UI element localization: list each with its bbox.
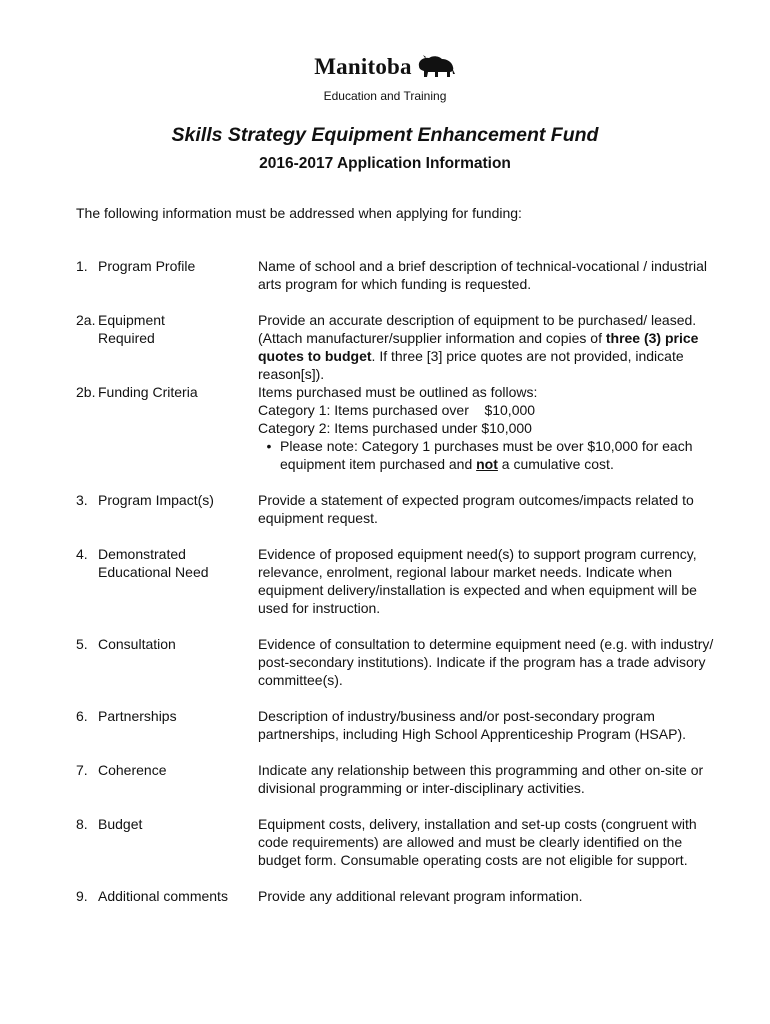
list-item-program-profile xyxy=(76,257,716,293)
item-number: 4. xyxy=(76,546,88,562)
item-number: 2a. xyxy=(76,312,96,328)
list-item-partnerships xyxy=(76,707,716,743)
bison-icon xyxy=(416,54,456,80)
intro-text: The following information must be addressed when applying for funding: xyxy=(76,205,522,221)
emphasis-not: not xyxy=(476,456,498,472)
emphasis-price-quotes: three (3) price quotes to budget xyxy=(258,330,699,364)
list-item-equipment-required xyxy=(76,311,716,383)
item-label: Budget xyxy=(98,816,143,832)
requirements-list xyxy=(76,257,716,905)
item-label: Coherence xyxy=(98,762,167,778)
item-description: Indicate any relationship between this programming and other on-site or divisional programming or inter-disciplinary activities. xyxy=(258,762,704,796)
item-description: Provide a statement of expected program outcomes/impacts related to equipment request. xyxy=(258,492,694,526)
item-label: Program Profile xyxy=(98,258,196,274)
item-label: Additional comments xyxy=(98,888,228,904)
item-number: 8. xyxy=(76,816,88,832)
item-description: Items purchased must be outlined as follows: Category 1: Items purchased over $10,000 Category 2: Items purchased under $10,000 • Please note: Category 1 purchases must be over $10,000 for each equipment item purchased and not a cumulative cost. xyxy=(258,383,716,473)
list-item-educational-need xyxy=(76,545,716,617)
document-title: Skills Strategy Equipment Enhancement Fund xyxy=(171,124,599,146)
item-label: Demonstrated xyxy=(98,546,186,562)
list-item-funding-criteria xyxy=(76,383,716,473)
item-description: Equipment costs, delivery, installation and set-up costs (congruent with code requirements) are allowed and must be clearly identified on the budget form. Consumable operating costs are not eligible for support. xyxy=(258,816,697,868)
item-number: 1. xyxy=(76,258,88,274)
list-item-additional-comments xyxy=(76,887,716,905)
item-label: Program Impact(s) xyxy=(98,492,214,508)
item-label: Funding Criteria xyxy=(98,384,198,400)
logo-wordmark: Manitoba xyxy=(314,54,412,79)
item-description: Evidence of consultation to determine equipment need (e.g. with industry/ post-secondary institutions). Indicate if the program has a trade advisory committee(s). xyxy=(258,636,714,688)
item-number: 6. xyxy=(76,708,88,724)
item-description: Provide any additional relevant program information. xyxy=(258,888,583,904)
item-number: 9. xyxy=(76,888,88,904)
item-label: Consultation xyxy=(98,636,176,652)
item-number: 5. xyxy=(76,636,88,652)
item-description: Description of industry/business and/or post-secondary program partnerships, including High School Apprenticeship Program (HSAP). xyxy=(258,708,686,742)
department-name: Education and Training xyxy=(323,89,447,103)
item-label: Equipment xyxy=(98,312,165,328)
bullet-icon: • xyxy=(266,438,272,454)
list-item-coherence xyxy=(76,761,716,797)
item-label-cont: Required xyxy=(98,330,155,346)
item-description: Provide an accurate description of equipment to be purchased/ leased. (Attach manufacturer/supplier information and copies of three (3) price quotes to budget. If three [3] price quotes are not provided, indicate reason[s]). xyxy=(258,312,699,382)
item-number: 2b. xyxy=(76,384,96,400)
header-logo xyxy=(0,54,770,80)
list-item-consultation xyxy=(76,635,716,689)
document-subtitle: 2016-2017 Application Information xyxy=(259,155,511,172)
item-label: Partnerships xyxy=(98,708,177,724)
item-label-cont: Educational Need xyxy=(98,564,209,580)
item-description: Name of school and a brief description of technical-vocational / industrial arts program for which funding is requested. xyxy=(258,258,708,292)
bullet-note: • Please note: Category 1 purchases must be over $10,000 for each equipment item purchased and not a cumulative cost. xyxy=(258,437,716,473)
item-number: 3. xyxy=(76,492,88,508)
item-number: 7. xyxy=(76,762,88,778)
list-item-program-impact xyxy=(76,491,716,527)
list-item-budget xyxy=(76,815,716,869)
item-description: Evidence of proposed equipment need(s) to support program currency, relevance, enrolment, regional labour market needs. Indicate when equipment delivery/installation is expected and when equipment will be used for instruction. xyxy=(258,546,697,616)
